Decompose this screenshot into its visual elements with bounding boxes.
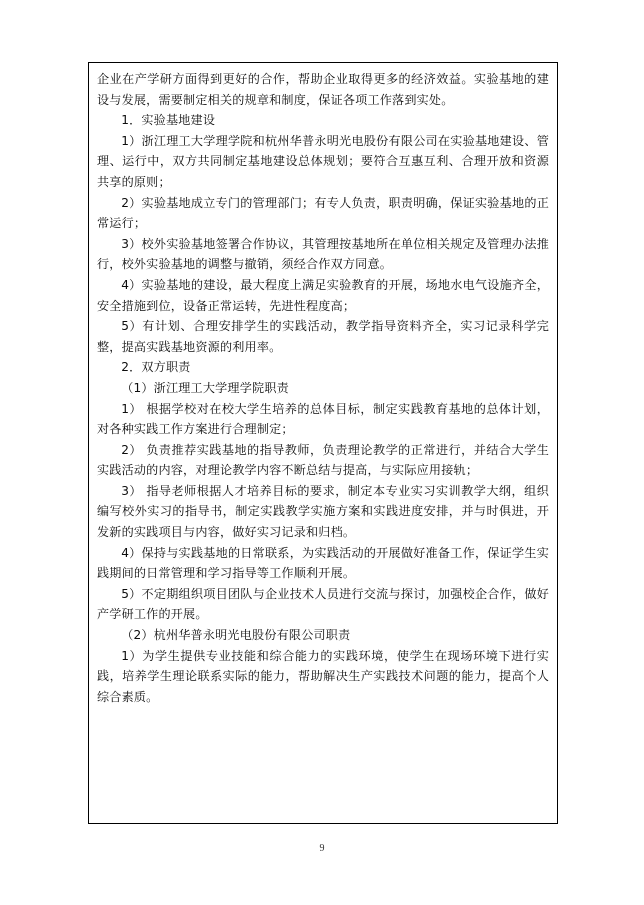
paragraph: 3） 指导老师根据人才培养目标的要求，制定本专业实习实训教学大纲，组织编写校外实习的指导书，制定实践教学实施方案和实践进度安排，并与时俱进，开发新的实践项目与内容，做好实习记录和归档。	[97, 483, 549, 540]
paragraph: 1）为学生提供专业技能和综合能力的实践环境，使学生在现场环境下进行实践，培养学生理论联系实际的能力，帮助解决生产实践技术问题的能力，提高个人综合素质。	[97, 648, 549, 704]
paragraph: 5）有计划、合理安排学生的实践活动，教学指导资料齐全，实习记录科学完整，提高实践基地资源的利用率。	[97, 319, 549, 354]
paragraph: 5）不定期组织项目团队与企业技术人员进行交流与探讨，加强校企合作，做好产学研工作的开展。	[97, 586, 549, 622]
paragraph: （2）杭州华普永明光电股份有限公司职责	[121, 628, 351, 643]
paragraph: 1）浙江理工大学理学院和杭州华普永明光电股份有限公司在实验基地建设、管理、运行中，双方共同制定基地建设总体规划；要符合互惠互利、合理开放和资源共享的原则；	[97, 133, 549, 189]
paragraph: 企业在产学研方面得到更好的合作，帮助企业取得更多的经济效益。实验基地的建设与发展，需要制定相关的规章和制度，保证各项工作落到实处。	[97, 72, 549, 107]
paragraph: （1）浙江理工大学理学院职责	[121, 380, 289, 395]
document-text-frame	[88, 62, 558, 824]
paragraph: 1） 根据学校对在校大学生培养的总体目标，制定实践教育基地的总体计划，对各种实践工作方案进行合理制定；	[97, 401, 549, 437]
paragraph: 2．双方职责	[121, 360, 191, 375]
paragraph: 2）实验基地成立专门的管理部门；有专人负责，职责明确，保证实验基地的正常运行；	[97, 195, 549, 231]
paragraph: 4）保持与实践基地的日常联系，为实践活动的开展做好准备工作，保证学生实践期间的日常管理和学习指导等工作顺利开展。	[97, 545, 549, 581]
document-body	[97, 69, 549, 707]
paragraph: 1．实验基地建设	[121, 113, 216, 128]
paragraph: 3）校外实验基地签署合作协议，其管理按基地所在单位相关规定及管理办法推行，校外实验基地的调整与撤销，须经合作双方同意。	[97, 236, 549, 272]
paragraph: 4）实验基地的建设，最大程度上满足实验教育的开展，场地水电气设施齐全，安全措施到位，设备正常运转，先进性程度高；	[97, 277, 549, 313]
paragraph: 2） 负责推荐实践基地的指导教师，负责理论教学的正常进行，并结合大学生实践活动的内容，对理论教学内容不断总结与提高，与实际应用接轨；	[97, 442, 549, 478]
page-number: 9	[319, 843, 325, 854]
